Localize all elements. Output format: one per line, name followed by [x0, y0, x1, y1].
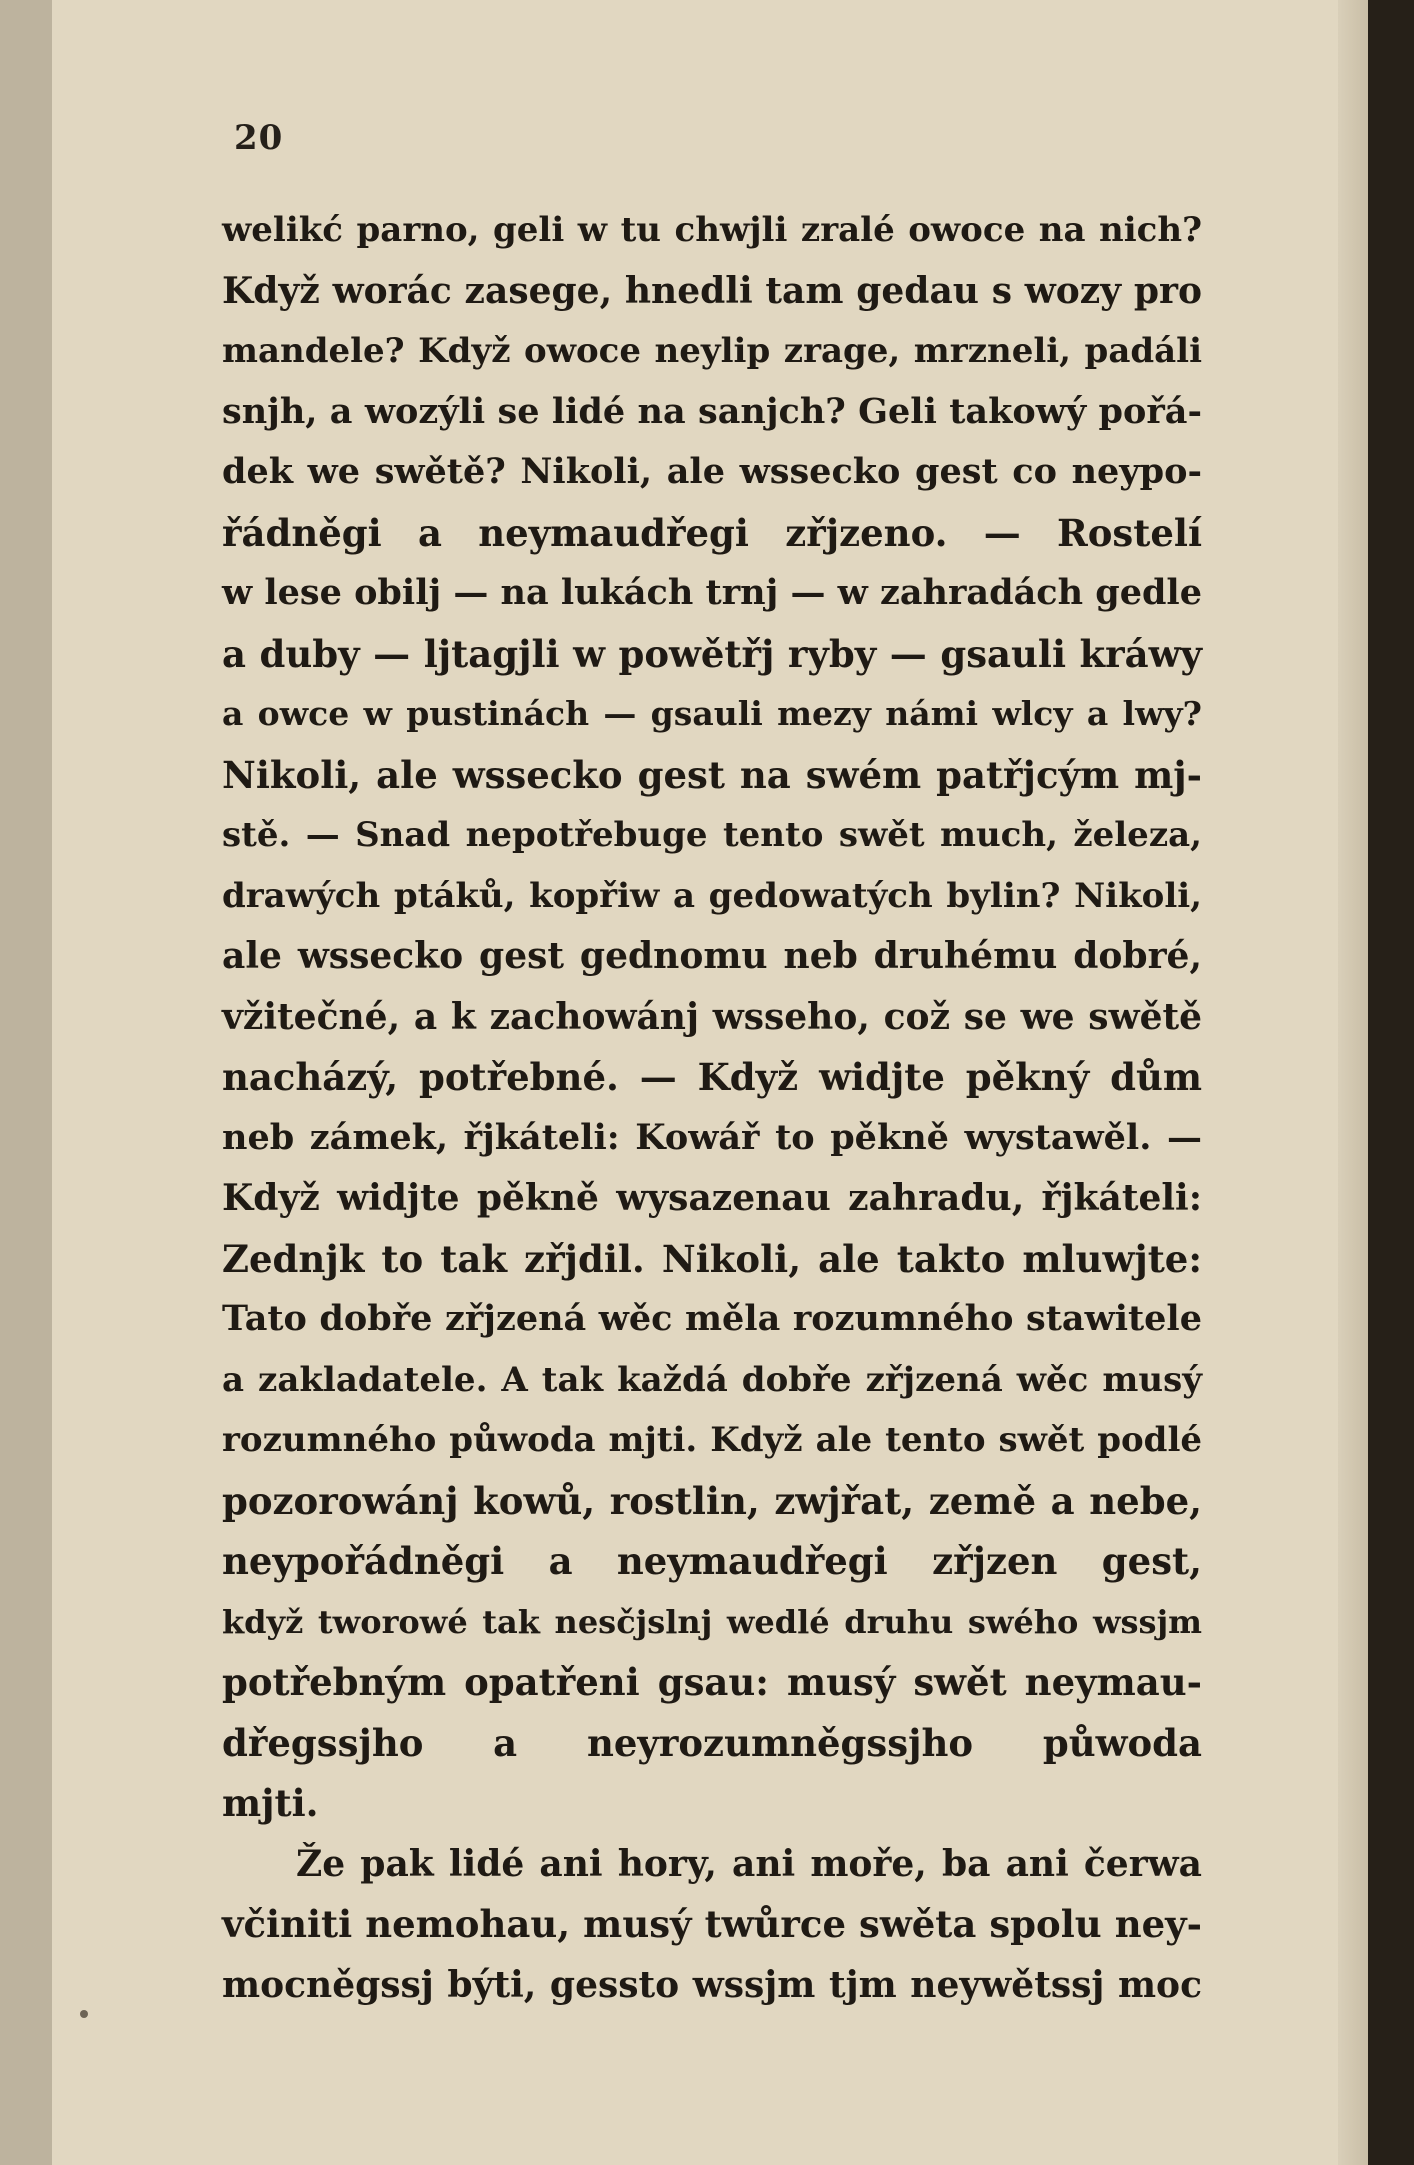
paper-spot: [80, 2010, 88, 2018]
text-line: dřegssjho a neyrozumněgssjho půwoda: [222, 1720, 1202, 1765]
text-line: když tworowé tak nesčjslnj wedlé druhu swého wssjm: [222, 1602, 1202, 1641]
text-line: Když worác zasege, hnedli tam gedau s wozy pro: [222, 269, 1202, 312]
text-line: w lese obilj — na lukách trnj — w zahradách gedle: [222, 572, 1202, 613]
text-line: ale wssecko gest gednomu neb druhému dobré,: [222, 935, 1202, 977]
text-line: neb zámek, řjkáteli: Kowář to pěkně wystawěl. —: [222, 1116, 1202, 1158]
text-line: Zednjk to tak zřjdil. Nikoli, ale takto mluwjte:: [222, 1236, 1202, 1281]
text-line: mjti.: [222, 1781, 319, 1825]
text-line: Tato dobře zřjzená wěc měla rozumného stawitele: [222, 1298, 1202, 1339]
page-gutter-shadow: [1338, 0, 1368, 2165]
text-line: Že pak lidé ani hory, ani moře, ba ani čerwa: [296, 1842, 1202, 1885]
text-line: Nikoli, ale wssecko gest na swém patřjcým mj-: [222, 752, 1202, 797]
text-line: vžitečné, a k zachowánj wsseho, což se we swětě: [222, 995, 1202, 1038]
page-number: 20: [234, 118, 284, 158]
text-line: včiniti nemohau, musý twůrce swěta spolu ney-: [222, 1902, 1202, 1946]
text-line: potřebným opatřeni gsau: musý swět neymau-: [222, 1660, 1202, 1704]
text-line: a zakladatele. A tak každá dobře zřjzená wěc musý: [222, 1359, 1202, 1400]
text-line: Když widjte pěkně wysazenau zahradu, řjkáteli:: [222, 1177, 1202, 1219]
text-line: a owce w pustinách — gsauli mezy námi wlcy a lwy?: [222, 694, 1202, 733]
text-line: neypořádněgi a neymaudřegi zřjzen gest,: [222, 1539, 1202, 1583]
text-line: a duby — ljtagjli w powětřj ryby — gsauli kráwy: [222, 631, 1202, 676]
text-line: rozumného půwoda mjti. Když ale tento swět podlé: [222, 1420, 1202, 1460]
text-line: dek we swětě? Nikoli, ale wssecko gest co neypo-: [222, 451, 1202, 492]
text-line: pozorowánj kowů, rostlin, zwjřat, země a nebe,: [222, 1478, 1202, 1523]
text-line: mocněgssj býti, gessto wssjm tjm neywětssj moc: [222, 1963, 1202, 2006]
text-line: nacházý, potřebné. — Když widjte pěkný dům: [222, 1055, 1202, 1099]
text-line: snjh, a wozýli se lidé na sanjch? Geli takowý pořá-: [222, 390, 1202, 432]
body-text: [222, 200, 1202, 2015]
text-line: welikć parno, geli w tu chwjli zralé owoce na nich?: [222, 210, 1202, 250]
text-line: mandele? Když owoce neylip zrage, mrzneli, padáli: [222, 331, 1202, 371]
text-line: stě. — Snad nepotřebuge tento swět much, železa,: [222, 815, 1202, 855]
book-spine-edge: [1368, 0, 1414, 2165]
text-line: drawých ptáků, kopřiw a gedowatých bylin? Nikoli,: [222, 875, 1202, 916]
text-line: řádněgi a neymaudřegi zřjzeno. — Rostelí: [222, 510, 1202, 555]
page-left-edge: [0, 0, 52, 2165]
